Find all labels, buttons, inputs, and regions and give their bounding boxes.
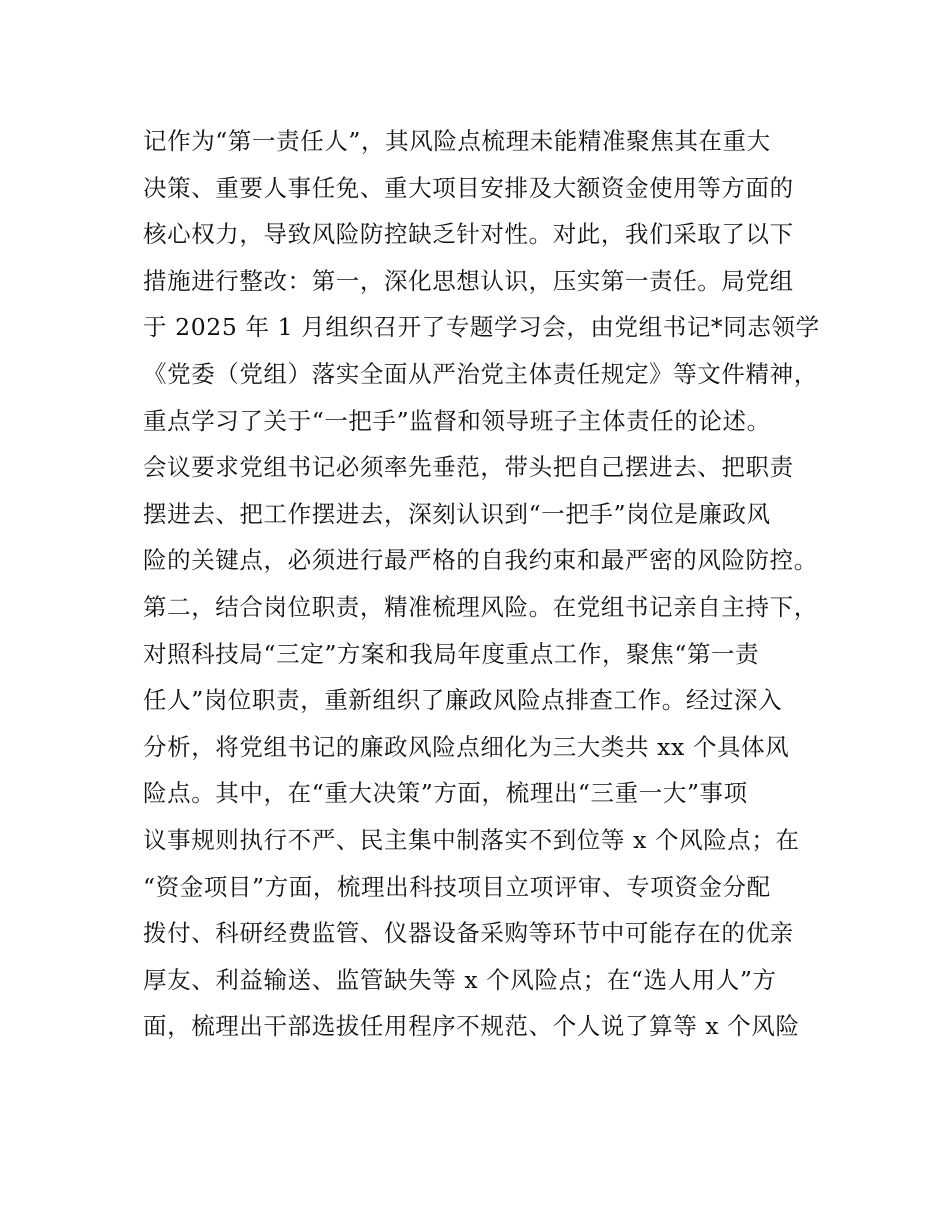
text-line-11: 第二，结合岗位职责，精准梳理风险。在党组书记亲自主持下， (143, 592, 818, 621)
text-line-19: 厚友、利益输送、监管缺失等 x 个风险点；在“选人用人”方 (143, 965, 777, 994)
text-line-7: 重点学习了关于“一把手”监督和领导班子主体责任的论述。 (143, 406, 771, 435)
text-line-4: 措施进行整改：第一，深化思想认识，压实第一责任。局党组 (143, 266, 794, 295)
text-line-18: 拨付、科研经费监管、仪器设备采购等环节中可能存在的优亲 (143, 919, 794, 948)
body-text (143, 118, 833, 1050)
text-line-14: 分析，将党组书记的廉政风险点细化为三大类共 xx 个具体风 (143, 732, 790, 761)
text-line-20: 面，梳理出干部选拔任用程序不规范、个人说了算等 x 个风险 (143, 1012, 800, 1041)
text-line-13: 任人”岗位职责，重新组织了廉政风险点排查工作。经过深入 (143, 686, 783, 715)
text-line-5: 于 2025 年 1 月组织召开了专题学习会，由党组书记*同志领学 (143, 313, 820, 342)
text-line-1: 记作为“第一责任人”，其风险点梳理未能精准聚焦其在重大 (143, 127, 771, 155)
text-line-3: 核心权力，导致风险防控缺乏针对性。对此，我们采取了以下 (143, 220, 794, 249)
text-line-9: 摆进去、把工作摆进去，深刻认识到“一把手”岗位是廉政风 (143, 499, 771, 528)
text-line-2: 决策、重要人事任免、重大项目安排及大额资金使用等方面的 (143, 173, 794, 202)
text-line-16: 议事规则执行不严、民主集中制落实不到位等 x 个风险点；在 (143, 825, 800, 854)
text-line-10: 险的关键点，必须进行最严格的自我约束和最严密的风险防控。 (143, 546, 818, 575)
text-line-17: “资金项目”方面，梳理出科技项目立项评审、专项资金分配 (143, 872, 771, 901)
text-line-8: 会议要求党组书记必须率先垂范，带头把自己摆进去、把职责 (143, 453, 794, 482)
text-line-12: 对照科技局“三定”方案和我局年度重点工作，聚焦“第一责 (143, 639, 760, 668)
text-line-15: 险点。其中，在“重大决策”方面，梳理出“三重一大”事项 (143, 779, 748, 808)
text-line-6: 《党委（党组）落实全面从严治党主体责任规定》等文件精神， (143, 359, 818, 388)
